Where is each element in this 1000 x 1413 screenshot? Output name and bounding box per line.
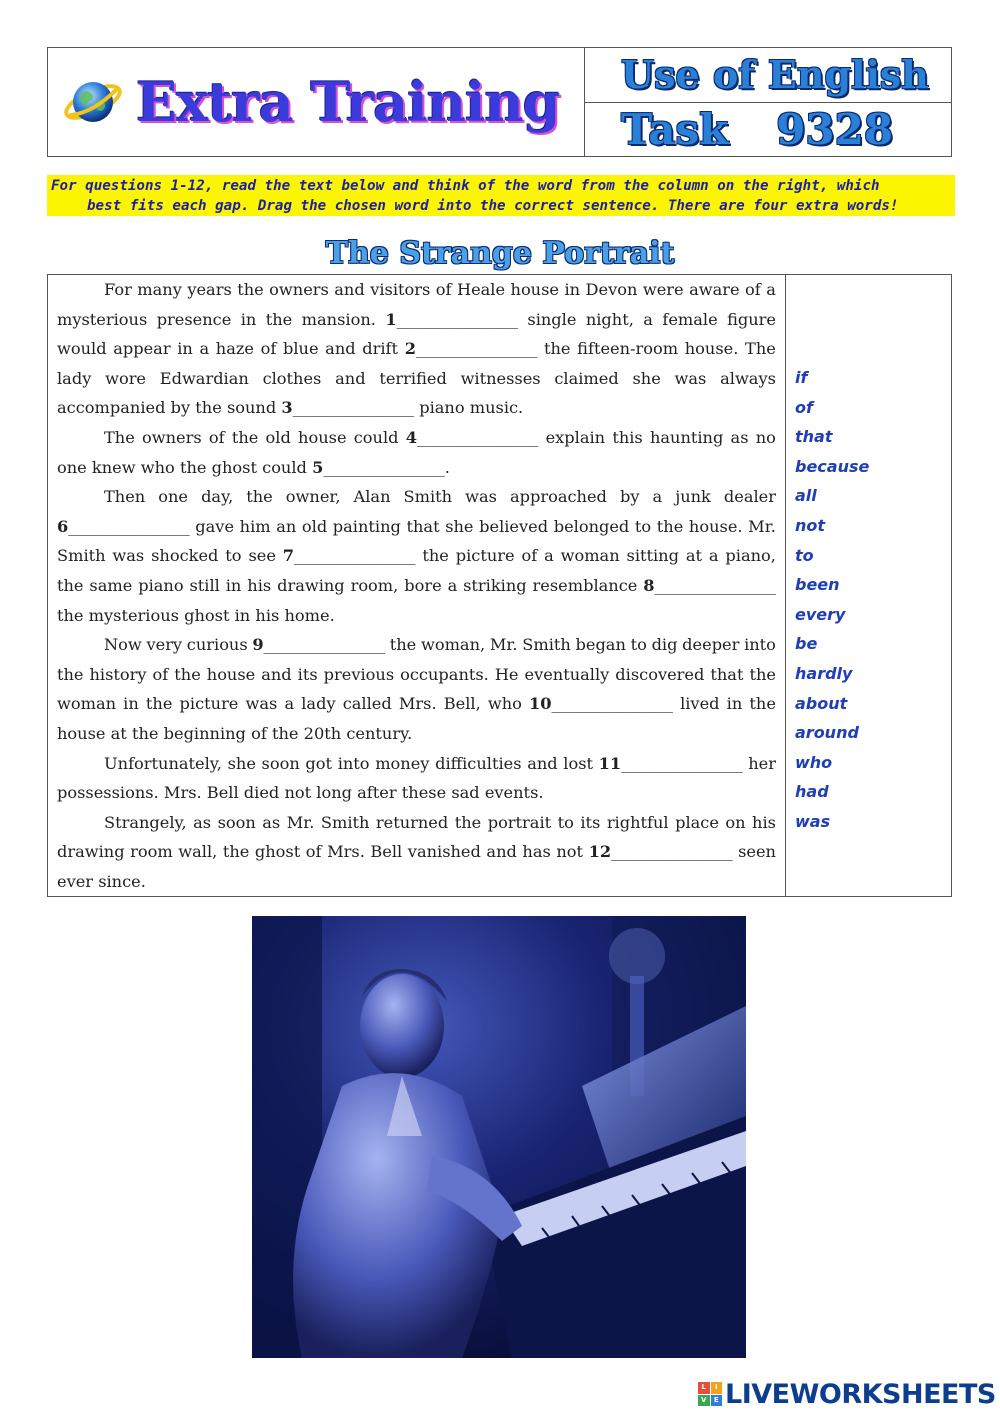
passage-line: Strangely, as soon as Mr. Smith returned the portrait to its rightful place on his xyxy=(104,812,776,832)
answer-gap[interactable]: 3_______________ xyxy=(281,398,415,418)
passage-line: the same piano still in his drawing room, bore a striking resemblance 8_______________ xyxy=(57,571,776,601)
liveworksheets-squares-icon xyxy=(698,1382,722,1406)
task-box xyxy=(585,48,951,156)
passage-line: Unfortunately, she soon got into money difficulties and lost 11_______________ her xyxy=(57,749,776,779)
passage-line: the history of the house and its previous occupants. He eventually discovered that the xyxy=(57,664,776,684)
passage-line: Now very curious 9_______________ the woman, Mr. Smith began to dig deeper into xyxy=(57,630,776,660)
brand-title: Extra Training xyxy=(136,70,560,134)
answer-gap[interactable]: 6_______________ xyxy=(57,516,190,536)
word-bank-item[interactable]: every xyxy=(795,604,846,624)
liveworksheets-logo xyxy=(698,1378,996,1410)
logo-letter-v: V xyxy=(698,1395,710,1407)
instructions-line-2: best fits each gap. Drag the chosen word into the correct sentence. There are four extra words! xyxy=(87,198,899,214)
answer-gap[interactable]: 1_______________ xyxy=(385,309,518,329)
passage-line: accompanied by the sound 3_______________ piano music. xyxy=(57,393,776,423)
answer-gap[interactable]: 11_______________ xyxy=(598,753,743,773)
answer-gap[interactable]: 2_______________ xyxy=(404,339,538,359)
brand-cell xyxy=(48,48,585,156)
word-bank-item[interactable]: be xyxy=(795,634,818,654)
passage-line: possessions. Mrs. Bell died not long after these sad events. xyxy=(57,783,544,803)
exercise-table xyxy=(47,274,952,897)
word-bank-item[interactable]: was xyxy=(795,811,831,831)
passage-line: The owners of the old house could 4_______________ explain this haunting as no xyxy=(57,423,776,453)
passage-line: drawing room wall, the ghost of Mrs. Bell vanished and has not 12_______________ seen xyxy=(57,837,776,867)
word-bank-item[interactable]: not xyxy=(795,515,826,535)
logo-letter-e: E xyxy=(711,1395,723,1407)
passage-line: lady wore Edwardian clothes and terrified witnesses claimed she was always xyxy=(57,368,776,388)
word-bank-item[interactable]: if xyxy=(795,368,808,387)
answer-gap[interactable]: 10_______________ xyxy=(529,694,673,714)
word-bank-item[interactable]: about xyxy=(795,693,848,713)
word-bank-item[interactable]: that xyxy=(795,427,833,447)
passage-line: Then one day, the owner, Alan Smith was approached by a junk dealer xyxy=(104,487,776,507)
globe-logo-icon xyxy=(62,71,124,133)
word-bank-item[interactable]: hardly xyxy=(795,663,853,683)
word-bank-item[interactable]: of xyxy=(795,397,813,417)
passage-line: would appear in a haze of blue and drift 2_______________ the fifteen-room house. The xyxy=(57,334,776,364)
passage-line: woman in the picture was a lady called Mrs. Bell, who 10_______________ lived in the xyxy=(57,689,776,719)
category-label: Use of English xyxy=(585,48,951,103)
liveworksheets-wordmark: LIVEWORKSHEETS xyxy=(725,1378,996,1410)
task-label: Task xyxy=(621,104,729,154)
task-id-row xyxy=(585,103,951,157)
passage-line: For many years the owners and visitors of Heale house in Devon were aware of a xyxy=(104,280,776,299)
logo-letter-l: L xyxy=(698,1382,710,1394)
answer-gap[interactable]: 12_______________ xyxy=(588,842,733,862)
word-bank-item[interactable]: because xyxy=(795,456,870,476)
passage-line: Smith was shocked to see 7_______________ the picture of a woman sitting at a piano, xyxy=(57,541,776,571)
passage-line: house at the beginning of the 20th century. xyxy=(57,723,413,743)
answer-gap[interactable]: 7_______________ xyxy=(282,546,416,566)
worksheet-header xyxy=(47,47,952,157)
word-bank-item[interactable]: been xyxy=(795,575,840,595)
passage-line: ever since. xyxy=(57,871,146,891)
passage-line: mysterious presence in the mansion. 1_______________ single night, a female figure xyxy=(57,305,776,335)
task-number: 9328 xyxy=(776,104,894,154)
instructions-banner xyxy=(47,175,955,216)
passage-text xyxy=(48,275,786,896)
passage-line: 6_______________ gave him an old painting that she believed belonged to the house. Mr. xyxy=(57,512,776,542)
answer-gap[interactable]: 4_______________ xyxy=(405,427,539,447)
answer-gap[interactable]: 8_______________ xyxy=(643,575,776,595)
answer-gap[interactable]: 9_______________ xyxy=(252,635,386,655)
story-title: The Strange Portrait xyxy=(325,236,675,271)
answer-gap[interactable]: 5_______________. xyxy=(312,457,450,477)
passage-line: one knew who the ghost could 5_______________. xyxy=(57,453,776,483)
word-bank-item[interactable]: around xyxy=(795,723,859,743)
instructions-line-1: For questions 1-12, read the text below and think of the word from the column on the right, which xyxy=(51,178,880,194)
word-bank-item[interactable]: who xyxy=(795,752,833,772)
word-bank-item[interactable]: to xyxy=(795,545,814,565)
word-bank-item[interactable]: all xyxy=(795,486,817,506)
word-bank-item[interactable]: had xyxy=(795,782,829,802)
passage-line: the mysterious ghost in his home. xyxy=(57,605,335,625)
logo-letter-i: I xyxy=(711,1382,723,1394)
ghost-portrait-image xyxy=(252,916,746,1358)
word-bank xyxy=(786,275,951,896)
